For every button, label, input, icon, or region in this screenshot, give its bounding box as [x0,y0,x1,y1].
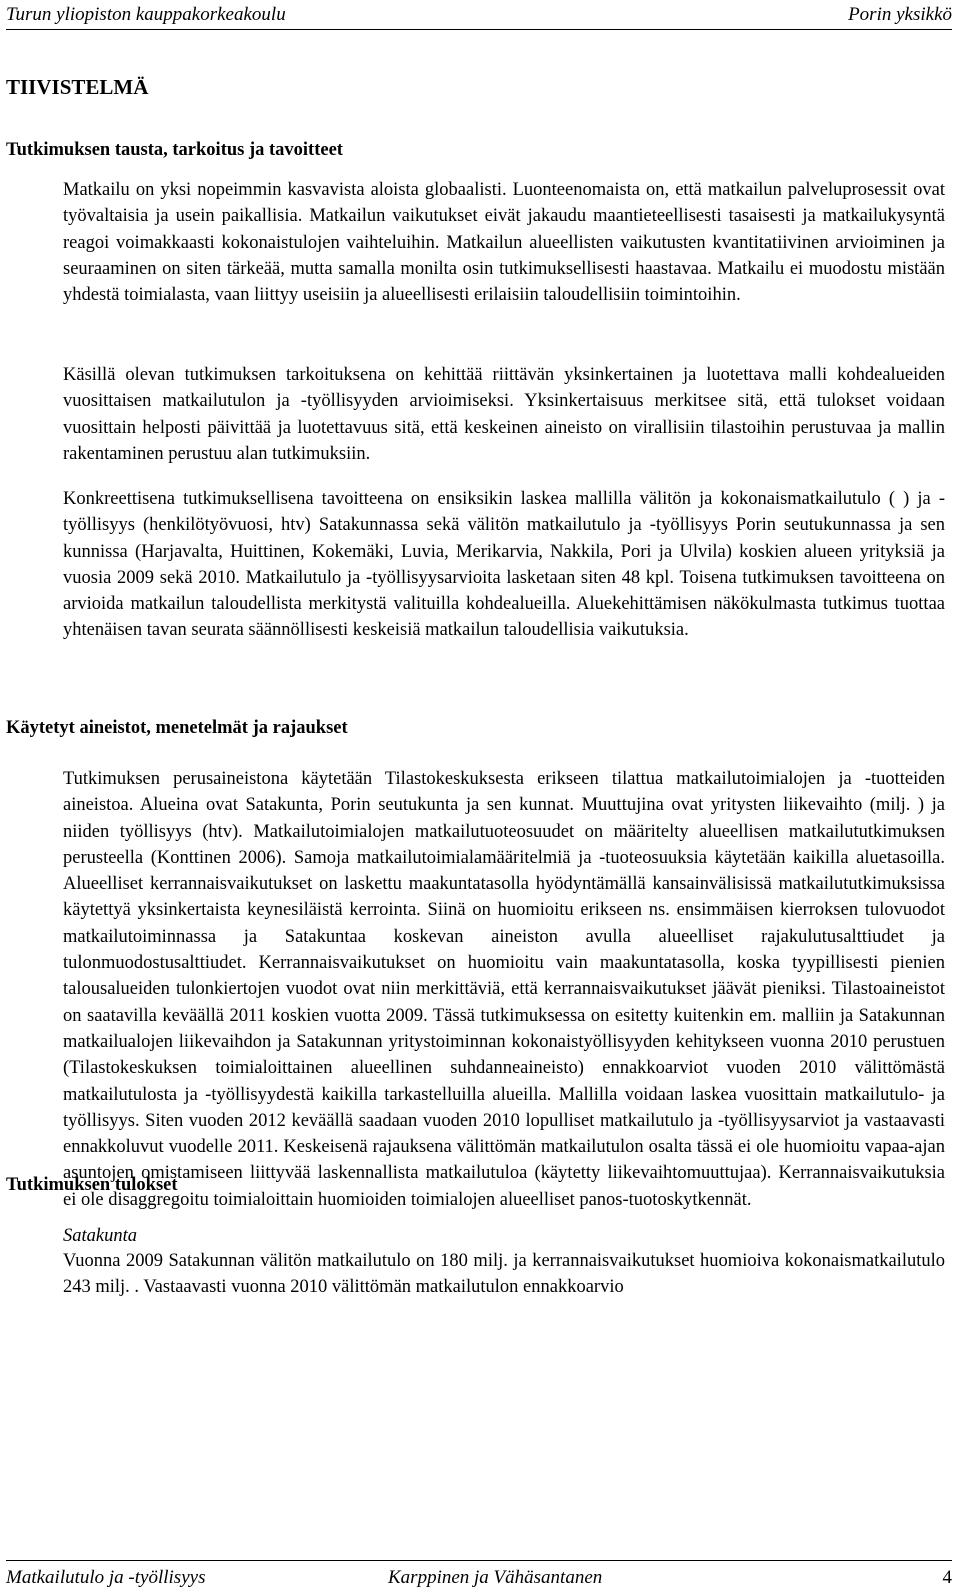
running-header [6,0,952,30]
footer-title: Matkailutulo ja -työllisyys [6,1567,206,1588]
section-heading-background: Tutkimuksen tausta, tarkoitus ja tavoitteet [6,140,343,160]
abstract-title: TIIVISTELMÄ [6,75,149,99]
header-institution: Turun yliopiston kauppakorkeakoulu [6,4,286,25]
results-subheading-satakunta: Satakunta [63,1226,137,1246]
footer-authors: Karppinen ja Vähäsantanen [388,1567,603,1588]
header-rule [6,29,952,30]
running-footer [6,1564,952,1592]
methods-paragraph-1: Tutkimuksen perusaineistona käytetään Tilastokeskuksesta erikseen tilattua matkailutoimialojen ja -tuotteiden aineistoa. Alueina ovat Satakunta, Porin seutukunta ja sen kunnat. Muuttujina ovat yritysten liikevaihto (milj. ) ja niiden työllisyys (htv). Matkailutoimialojen matkailutuoteosuudet on määritelty alueellisen matkailututkimuksen perusteella (Konttinen 2006). Samoja matkailutoimialamääritelmiä ja -tuoteosuuksia käytetään kaikilla aluetasoilla. Alueelliset kerrannaisvaikutukset on laskettu maakuntatasolla hyödyntämällä kansainvälisissä matkailututkimuksissa käytettyä yksinkertaista keynesiläistä kerrointa. Siinä on huomioitu erikseen ns. ensimmäisen kierroksen tulovuodot matkailutoiminnassa ja Satakuntaa koskevan aineiston avulla alueelliset rajakulutusalttiudet ja tulonmuodostusalttiudet. Kerrannaisvaikutukset on huomioitu vain maakuntatasolla, koska tyypillisesti pienien talousalueiden tulonkiertojen vuodot ovat niin merkittäviä, että kerrannaisvaikutukset jäävät pieniksi. Tilastoaineistot on saatavilla keväällä 2011 koskien vuotta 2009. Tässä tutkimuksessa on esitetty kuitenkin em. malliin ja Satakunnan matkailualojen liikevaihdon ja Satakunnan yritystoiminnan kokonaistyöllisyyden kehitykseen vuonna 2010 perustuen (Tilastokeskuksen toimialoittainen alueellinen suhdanneaineisto) ennakkoarviot vuoden 2010 välittömästä matkailutulosta ja -työllisyydestä kaikilla tarkastelluilla alueilla. Mallilla voidaan laskea vuosittain matkailutulo- ja työllisyys. Siten vuoden 2012 keväällä saadaan vuoden 2010 lopulliset matkailutulo ja -työllisyysarviot ja vastaavasti ennakkoluvut vuodelle 2011. Keskeisenä rajauksena välittömän matkailutulon osalta tässä ei ole huomioitu vapaa-ajan asuntojen omistamiseen liittyvää laskennallista matkailutuloa (käytetty liikevaihtomuuttujaa). Kerrannaisvaikutuksia ei ole disaggregoitu toimialoittain huomioiden toimialojen alueelliset panos-tuotoskytkennät. [63,769,945,1210]
background-paragraph-3: Konkreettisena tutkimuksellisena tavoitteena on ensiksikin laskea mallilla välitön ja kokonaismatkailutulo ( ) ja -työllisyys (henkilötyövuosi, htv) Satakunnassa sekä välitön matkailutulo ja -työllisyys Porin seutukunnassa ja sen kunnissa (Harjavalta, Huittinen, Kokemäki, Luvia, Merikarvia, Nakkila, Pori ja Ulvila) koskien alueen yrityksiä ja vuosia 2009 sekä 2010. Matkailutulo ja -työllisyysarvioita lasketaan siten 48 kpl. Toisena tutkimuksen tavoitteena on arvioida matkailun taloudellista merkitystä valituilla kohdealueilla. Aluekehittämisen näkökulmasta tutkimus tuottaa yhtenäisen tavan seurata säännöllisesti keskeisiä matkailun taloudellisia vaikutuksia. [63,489,945,641]
footer-rule [6,1560,952,1561]
background-paragraph-2: Käsillä olevan tutkimuksen tarkoituksena on kehittää riittävän yksinkertainen ja luotettava malli kohdealueiden vuosittaisen matkailutulon ja -työllisyyden arvioimiseksi. Yksinkertaisuus merkitsee sitä, että tulokset voidaan vuosittain helposti päivittää ja luotettavuus sitä, että keskeinen aineisto on virallisiin tilastoihin perustuvaa ja mallin rakentaminen perustuu alan tutkimuksiin. [63,365,945,464]
results-paragraph-1: Vuonna 2009 Satakunnan välitön matkailutulo on 180 milj. ja kerrannaisvaikutukset huomioiva kokonaismatkailutulo 243 milj. . Vastaavasti vuonna 2010 välittömän matkailutulon ennakkoarvio [63,1251,945,1298]
section-heading-results: Tutkimuksen tulokset [6,1175,178,1195]
footer-page-number: 4 [942,1567,952,1588]
header-unit: Porin yksikkö [848,4,952,25]
section-heading-methods: Käytetyt aineistot, menetelmät ja rajaukset [6,718,348,738]
background-paragraph-1: Matkailu on yksi nopeimmin kasvavista aloista globaalisti. Luonteenomaista on, että matkailun palveluprosessit ovat työvaltaisia ja usein paikallisia. Matkailun vaikutukset eivät jakaudu maantieteellisesti tasaisesti ja matkailukysyntä reagoi voimakkaasti kokonaistulojen vaihteluihin. Matkailun alueellisten vaikutusten kvantitatiivinen arvioiminen ja seuraaminen on siten tärkeää, mutta samalla monilta osin tutkimuksellisesti haastavaa. Matkailu ei muodostu mistään yhdestä toimialasta, vaan liittyy useisiin ja alueellisesti erilaisiin taloudellisiin toimintoihin. [63,180,945,306]
